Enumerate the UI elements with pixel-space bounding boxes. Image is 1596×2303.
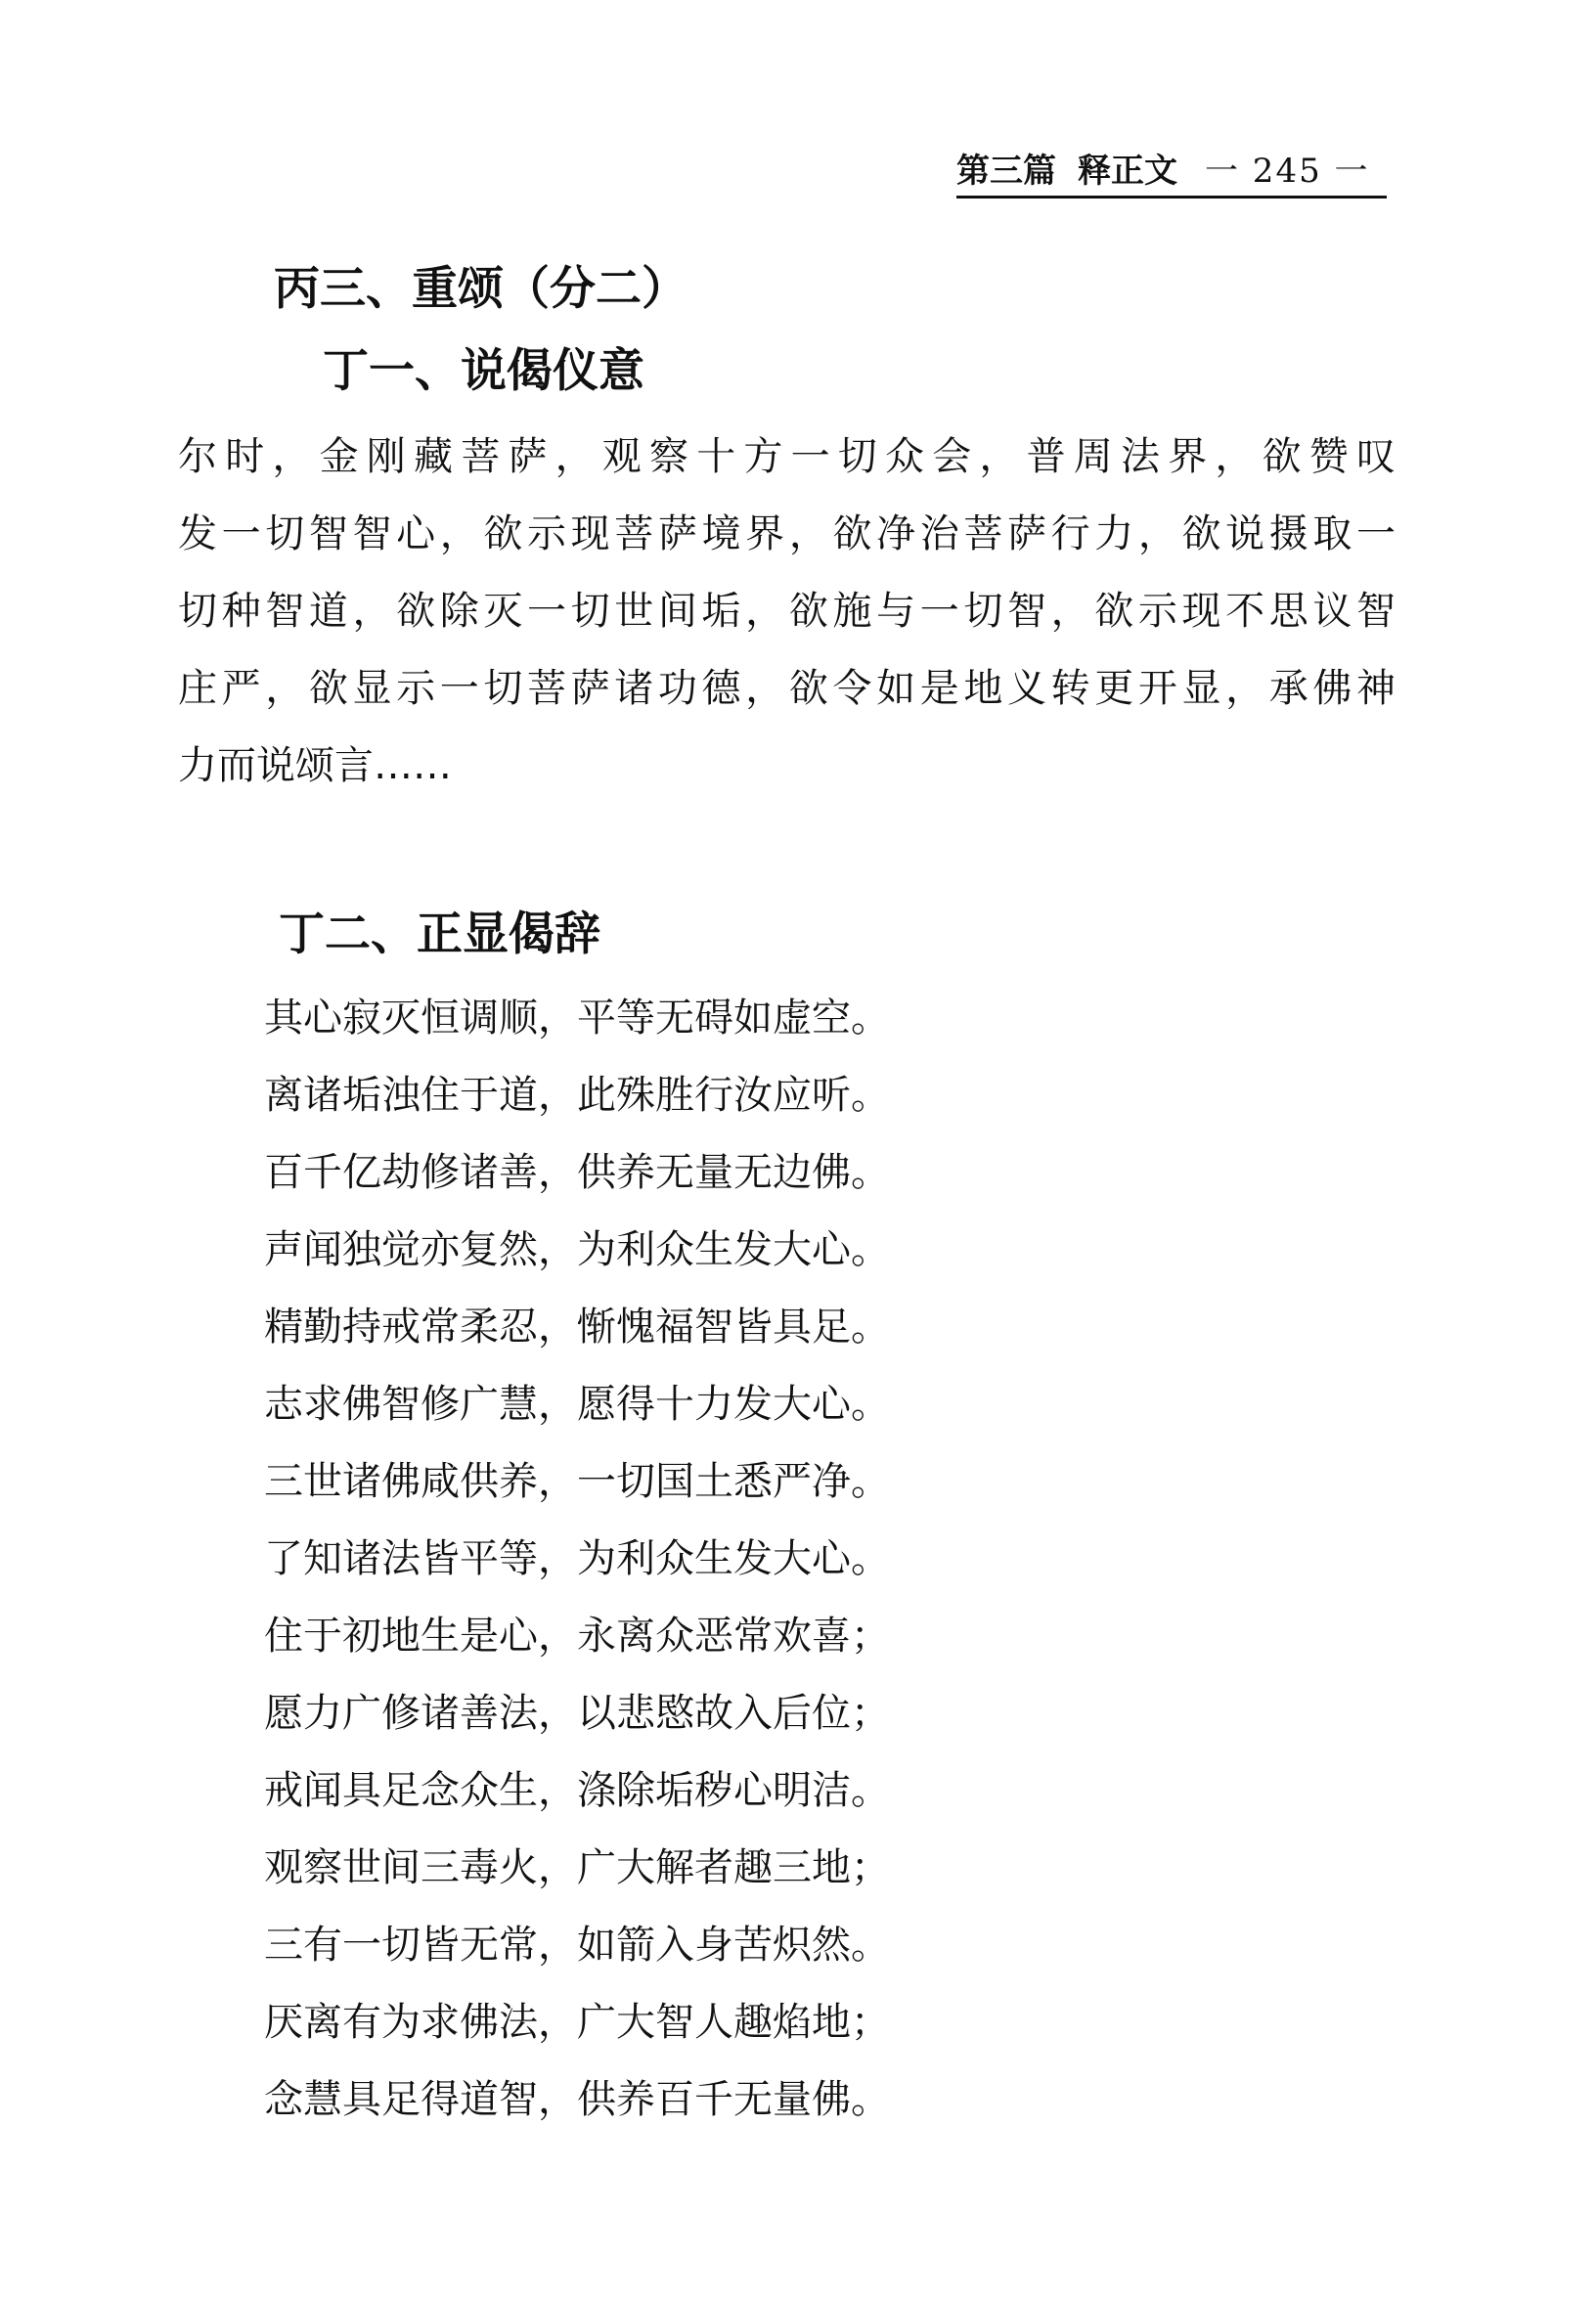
verse-line: 精勤持戒常柔忍，惭愧福智皆具足。 (264, 1305, 890, 1350)
intro-paragraph (178, 419, 1396, 805)
paragraph-line: 切种智道，欲除灭一切世间垢，欲施与一切智，欲示现不思议智 (178, 589, 1396, 634)
paragraph-line: 力而说颂言…… (178, 743, 452, 788)
verse-line: 三有一切皆无常，如箭入身苦炽然。 (264, 1923, 890, 1968)
verse-line: 戒闻具足念众生，涤除垢秽心明洁。 (264, 1768, 890, 1813)
header-section: 释正文 (1078, 152, 1177, 191)
verse-line: 愿力广修诸善法，以悲愍故入后位； (264, 1691, 890, 1736)
paragraph-line: 发一切智智心，欲示现菩萨境界，欲净治菩萨行力，欲说摄取一 (178, 511, 1396, 556)
heading-bing3: 丙三、重颂（分二） (274, 262, 687, 316)
verse-list (264, 980, 890, 2139)
verse-line: 离诸垢浊住于道，此殊胜行汝应听。 (264, 1073, 890, 1118)
verse-line: 观察世间三毒火，广大解者趣三地； (264, 1845, 890, 1890)
verse-line: 声闻独觉亦复然，为利众生发大心。 (264, 1227, 890, 1272)
heading-ding2: 丁二、正显偈辞 (279, 908, 600, 961)
verse-line: 志求佛智修广慧，愿得十力发大心。 (264, 1382, 890, 1427)
verse-line: 念慧具足得道智，供养百千无量佛。 (264, 2077, 890, 2122)
verse-line: 其心寂灭恒调顺，平等无碍如虚空。 (264, 996, 890, 1041)
verse-line: 住于初地生是心，永离众恶常欢喜； (264, 1614, 890, 1659)
paragraph-line: 尔时，金刚藏菩萨，观察十方一切众会，普周法界，欲赞叹 (178, 434, 1396, 479)
verse-line: 百千亿劫修诸善，供养无量无边佛。 (264, 1150, 890, 1195)
paragraph-line: 庄严，欲显示一切菩萨诸功德，欲令如是地义转更开显，承佛神 (178, 666, 1396, 711)
header-chapter: 第三篇 (956, 152, 1056, 191)
verse-line: 厌离有为求佛法，广大智人趣焰地； (264, 2000, 890, 2045)
verse-line: 三世诸佛咸供养，一切国土悉严净。 (264, 1459, 890, 1504)
heading-ding1: 丁一、说偈仪意 (323, 344, 644, 398)
verse-line: 了知诸法皆平等，为利众生发大心。 (264, 1536, 890, 1581)
page-number: 一 245 一 (1205, 152, 1370, 191)
running-header (956, 147, 1387, 199)
